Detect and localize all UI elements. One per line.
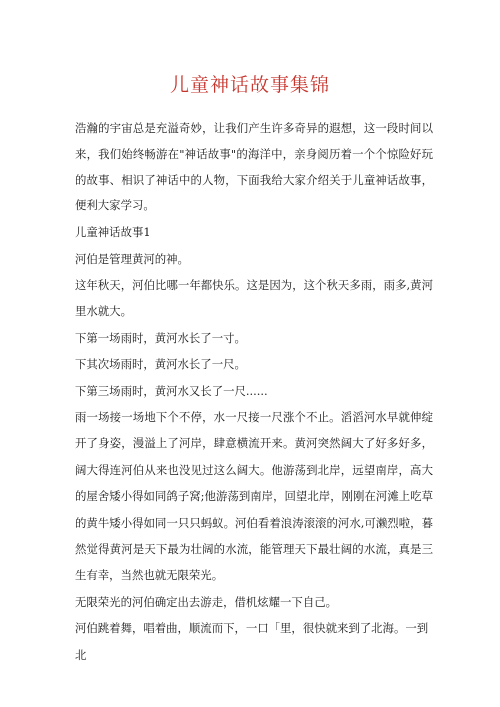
document-body [75,116,433,668]
story-paragraph: 河伯跳着舞，唱着曲，顺流而下，一口「里，很快就来到了北海。一到北 [75,621,429,662]
story-paragraph: 无限荣光的河伯确定出去游走，借机炫耀一下自己。 [75,594,337,609]
document-title: 儿童神话故事集锦 [169,74,330,96]
story-paragraph: 下第三场雨时，黄河水又长了一尺...... [75,383,268,398]
story-paragraph: 这年秋天，河伯比哪一年都快乐。这是因为，这个秋天多雨，雨多,黄河里水就大。 [75,278,433,319]
section-heading: 儿童神话故事1 [75,225,151,240]
story-paragraph: 河伯是管理黄河的神。 [75,251,189,266]
story-paragraph: 下其次场雨时，黄河水长了一尺。 [75,357,246,372]
story-paragraph: 雨一场接一场地下个不停，水一尺接一尺涨个不止。滔滔河水早就伸绽开了身姿，漫溢上了河岸，肆意横流开来。黄河突然阔大了好多好多，阔大得连河伯从来也没见过这么阔大。他游荡到北岸，远望南岸，高大的屋舍矮小得如同鸽子窝;他游荡到南岸，回望北岸，刚刚在河滩上吃草的黄牛矮小得如同一只只蚂蚁。河伯看着浪涛滚滚的河水,可濑烈啦，暮然觉得黄河是天下最为壮阔的水流，能管理天下最壮阔的水流，真是三生有幸，当然也就无限荣光。 [75,410,433,583]
intro-paragraph: 浩瀚的宇宙总是充溢奇妙，让我们产生许多奇异的遐想，这一段时间以来，我们始终畅游在"神话故事"的海洋中，亲身阅历着一个个惊险好玩的故事、相识了神话中的人物，下面我给大家介绍关于儿童神话故事，便利大家学习。 [75,121,433,213]
story-paragraph: 下第一场雨时，黄河水长了一寸。 [75,330,246,345]
